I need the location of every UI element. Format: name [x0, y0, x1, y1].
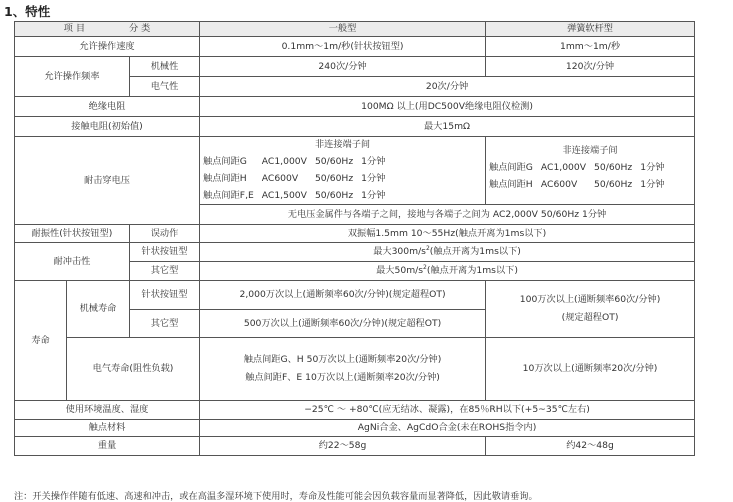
cell-value: [200, 262, 695, 281]
spec-table: [14, 21, 695, 456]
line-name: 触点间距G: [203, 156, 247, 167]
line-time: 1分钟: [361, 190, 386, 201]
table-row: [15, 137, 695, 205]
header-general: 一般型: [200, 22, 486, 37]
cell-value: 最大15mΩ: [200, 117, 695, 137]
line-voltage: AC600V: [261, 173, 299, 184]
line-voltage: AC1,000V: [261, 156, 307, 167]
life-mech-spring-line1: 100万次以上(通断频率60次/分钟): [519, 294, 661, 305]
sub-label: 其它型: [130, 310, 200, 338]
table-row: [15, 57, 695, 77]
sub-label: 机械寿命: [67, 281, 130, 338]
row-label: 重量: [15, 437, 200, 456]
sub-label: 误动作: [130, 225, 200, 243]
cell-value: 0.1mm～1m/秒(针状按钮型): [200, 37, 486, 57]
life-mech-spring-line2: (规定超程OT): [561, 312, 619, 323]
table-row: [15, 420, 695, 437]
unit-exponent: 2: [423, 263, 427, 271]
row-label: 耐击穿电压: [15, 137, 200, 225]
table-row: [15, 338, 695, 401]
life-elec-general: [200, 338, 486, 401]
row-label: 耐振性(针状按钮型): [15, 225, 130, 243]
header-item: 项 目: [63, 23, 86, 34]
cell-value: 约22～58g: [200, 437, 486, 456]
line-voltage: AC600V: [540, 179, 578, 190]
line-freq: 50/60Hz: [314, 156, 354, 167]
cell-value: 100MΩ 以上(用DC500V绝缘电阻仪检测): [200, 97, 695, 117]
cell-value: 双振幅1.5mm 10～55Hz(触点开离为1ms以下): [200, 225, 695, 243]
line-voltage: AC1,500V: [261, 190, 307, 201]
row-label: 接触电阻(初始值): [15, 117, 200, 137]
row-label: 绝缘电阻: [15, 97, 200, 117]
dielectric-spring-lines: [489, 162, 691, 191]
cell-value: 500万次以上(通断频率60次/分钟)(规定超程OT): [200, 310, 486, 338]
life-elec-general-line1: 触点间距G、H 50万次以上(通断频率20次/分钟): [243, 354, 442, 365]
header-category: 分 类: [129, 23, 151, 34]
line-freq: 50/60Hz: [594, 162, 633, 173]
cell-value: [200, 243, 695, 262]
value-prefix: 最大50m/s: [376, 265, 424, 276]
dielectric-spring-title: 非连接端子间: [562, 145, 618, 156]
line-time: 1分钟: [361, 173, 386, 184]
dielectric-general-title: 非连接端子间: [314, 139, 371, 150]
table-row: [15, 225, 695, 243]
row-label: 使用环境温度、湿度: [15, 401, 200, 420]
sub-label: 针状按钮型: [130, 243, 200, 262]
cell-value: AgNi合金、AgCdO合金(未在ROHS指令内): [200, 420, 695, 437]
value-suffix: (触点开离为1ms以下): [426, 265, 518, 276]
sub-label: 针状按钮型: [130, 281, 200, 310]
line-time: 1分钟: [640, 162, 665, 173]
life-mech-spring: [486, 281, 695, 338]
table-row: [15, 117, 695, 137]
line-name: 触点间距F,E: [203, 190, 254, 201]
table-row: [15, 243, 695, 262]
value-prefix: 最大300m/s: [373, 246, 426, 257]
line-freq: 50/60Hz: [594, 179, 633, 190]
cell-value: 240次/分钟: [200, 57, 486, 77]
unit-exponent: 2: [425, 244, 430, 252]
line-name: 触点间距G: [489, 162, 533, 173]
life-elec-general-line2: 触点间距F、E 10万次以上(通断频率20次/分钟): [245, 372, 440, 383]
cell-value: −25℃ ～ +80℃(应无结冰、凝露)，在85％RH以下(+5~35℃左右): [200, 401, 695, 420]
row-label: 允许操作速度: [15, 37, 200, 57]
table-header-row: [15, 22, 695, 37]
line-freq: 50/60Hz: [314, 190, 354, 201]
row-label: 耐冲击性: [15, 243, 130, 281]
line-name: 触点间距H: [203, 173, 247, 184]
line-name: 触点间距H: [489, 179, 533, 190]
dielectric-general-lines: [203, 156, 482, 202]
line-time: 1分钟: [361, 156, 386, 167]
table-row: [15, 281, 695, 310]
dielectric-general: [200, 137, 486, 205]
cell-value: 20次/分钟: [200, 77, 695, 97]
header-item-category: [15, 22, 200, 37]
sub-label: 机械性: [130, 57, 200, 77]
cell-value: 1mm～1m/秒: [486, 37, 695, 57]
line-freq: 50/60Hz: [314, 173, 354, 184]
line-time: 1分钟: [640, 179, 665, 190]
cell-value: 无电压金属件与各端子之间，接地与各端子之间为 AC2,000V 50/60Hz 1分钟: [200, 205, 695, 225]
row-label: 触点材料: [15, 420, 200, 437]
cell-value: 10万次以上(通断频率20次/分钟): [486, 338, 695, 401]
table-row: [15, 37, 695, 57]
section-heading: 1、特性: [4, 4, 51, 19]
cell-value: 2,000万次以上(通断频率60次/分钟)(规定超程OT): [200, 281, 486, 310]
sub-label: 电气寿命(阻性负载): [67, 338, 200, 401]
row-label: 允许操作频率: [15, 57, 130, 97]
value-suffix: (触点开离为1ms以下): [429, 246, 521, 257]
sub-label: 电气性: [130, 77, 200, 97]
sub-label: 其它型: [130, 262, 200, 281]
line-voltage: AC1,000V: [540, 162, 587, 173]
cell-value: 约42～48g: [486, 437, 695, 456]
footnote: 注：开关操作伴随有低速、高速和冲击，或在高温多湿环境下使用时，寿命及性能可能会因负载容量而显著降低，因此敬请垂询。: [14, 491, 538, 502]
dielectric-spring: [486, 137, 695, 205]
cell-value: 120次/分钟: [486, 57, 695, 77]
header-spring: 弹簧软杆型: [486, 22, 695, 37]
table-row: [15, 97, 695, 117]
table-row: [15, 401, 695, 420]
table-row: [15, 437, 695, 456]
row-label: 寿命: [15, 281, 67, 401]
